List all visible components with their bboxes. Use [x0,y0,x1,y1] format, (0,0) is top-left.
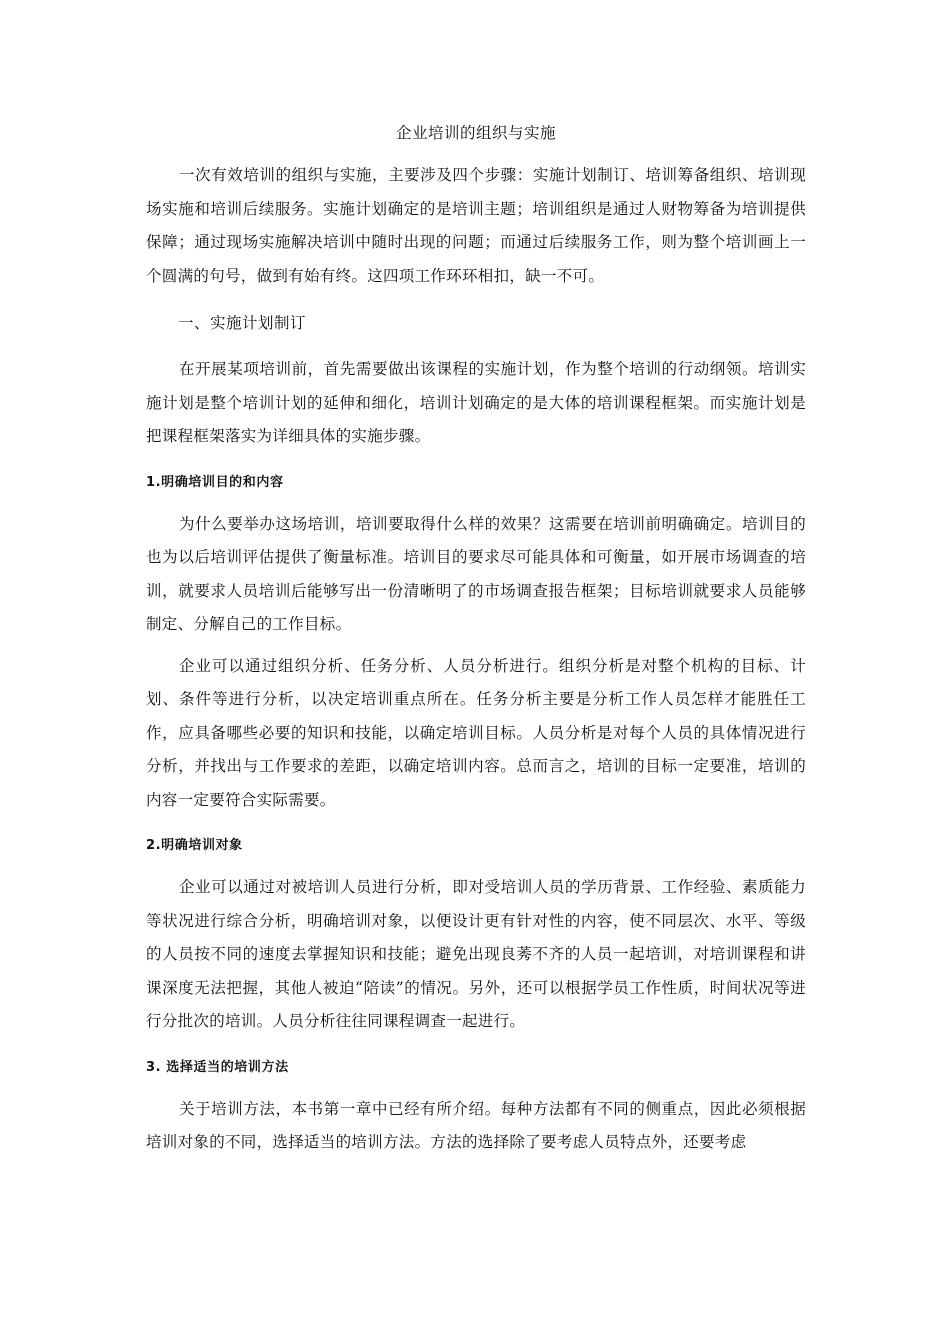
section-heading-1: 一、实施计划制订 [178,314,307,332]
subsection-heading-3: 3. 选择适当的培训方法 [146,1059,289,1075]
subsection-heading-2: 2.明确培训对象 [146,838,243,853]
subsection2-paragraph: 企业可以通过对被培训人员进行分析，即对受培训人员的学历背景、工作经验、素质能力等状况进行综合分析，明确培训对象，以便设计更有针对性的内容，使不同层次、水平、等级的人员按不同的速度去掌握知识和技能；避免出现良莠不齐的人员一起培训，对培训课程和讲课深度无法把握，其他人被迫“陪读”的情况。另外，还可以根据学员工作性质，时间状况等进行分批次的培训。人员分析往往同课程调查一起进行。 [146,878,806,1030]
subsection3-paragraph: 关于培训方法，本书第一章中已经有所介绍。每种方法都有不同的侧重点，因此必须根据培训对象的不同，选择适当的培训方法。方法的选择除了要考虑人员特点外，还要考虑 [146,1099,806,1151]
intro-paragraph: 一次有效培训的组织与实施，主要涉及四个步骤：实施计划制订、培训筹备组织、培训现场实施和培训后续服务。实施计划确定的是培训主题；培训组织是通过人财物筹备为培训提供保障；通过现场实施解决培训中随时出现的问题；而通过后续服务工作，则为整个培训画上一个圆满的句号，做到有始有终。这四项工作环环相扣，缺一不可。 [146,166,806,285]
section1-paragraph: 在开展某项培训前，首先需要做出该课程的实施计划，作为整个培训的行动纲领。培训实施计划是整个培训计划的延伸和细化，培训计划确定的是大体的培训课程框架。而实施计划是把课程框架落实为详细具体的实施步骤。 [146,360,806,445]
subsection1-paragraph-1: 为什么要举办这场培训，培训要取得什么样的效果？这需要在培训前明确确定。培训目的也为以后培训评估提供了衡量标准。培训目的要求尽可能具体和可衡量，如开展市场调查的培训，就要求人员培训后能够写出一份清晰明了的市场调查报告框架；目标培训就要求人员能够制定、分解自己的工作目标。 [146,514,806,633]
document-title: 企业培训的组织与实施 [395,124,556,142]
subsection-heading-1: 1.明确培训目的和内容 [146,474,284,490]
document-body [146,121,806,1168]
subsection1-paragraph-2: 企业可以通过组织分析、任务分析、人员分析进行。组织分析是对整个机构的目标、计划、条件等进行分析，以决定培训重点所在。任务分析主要是分析工作人员怎样才能胜任工作，应具备哪些必要的知识和技能，以确定培训目标。人员分析是对每个人员的具体情况进行分析，并找出与工作要求的差距，以确定培训内容。总而言之，培训的目标一定要准，培训的内容一定要符合实际需要。 [146,656,806,809]
